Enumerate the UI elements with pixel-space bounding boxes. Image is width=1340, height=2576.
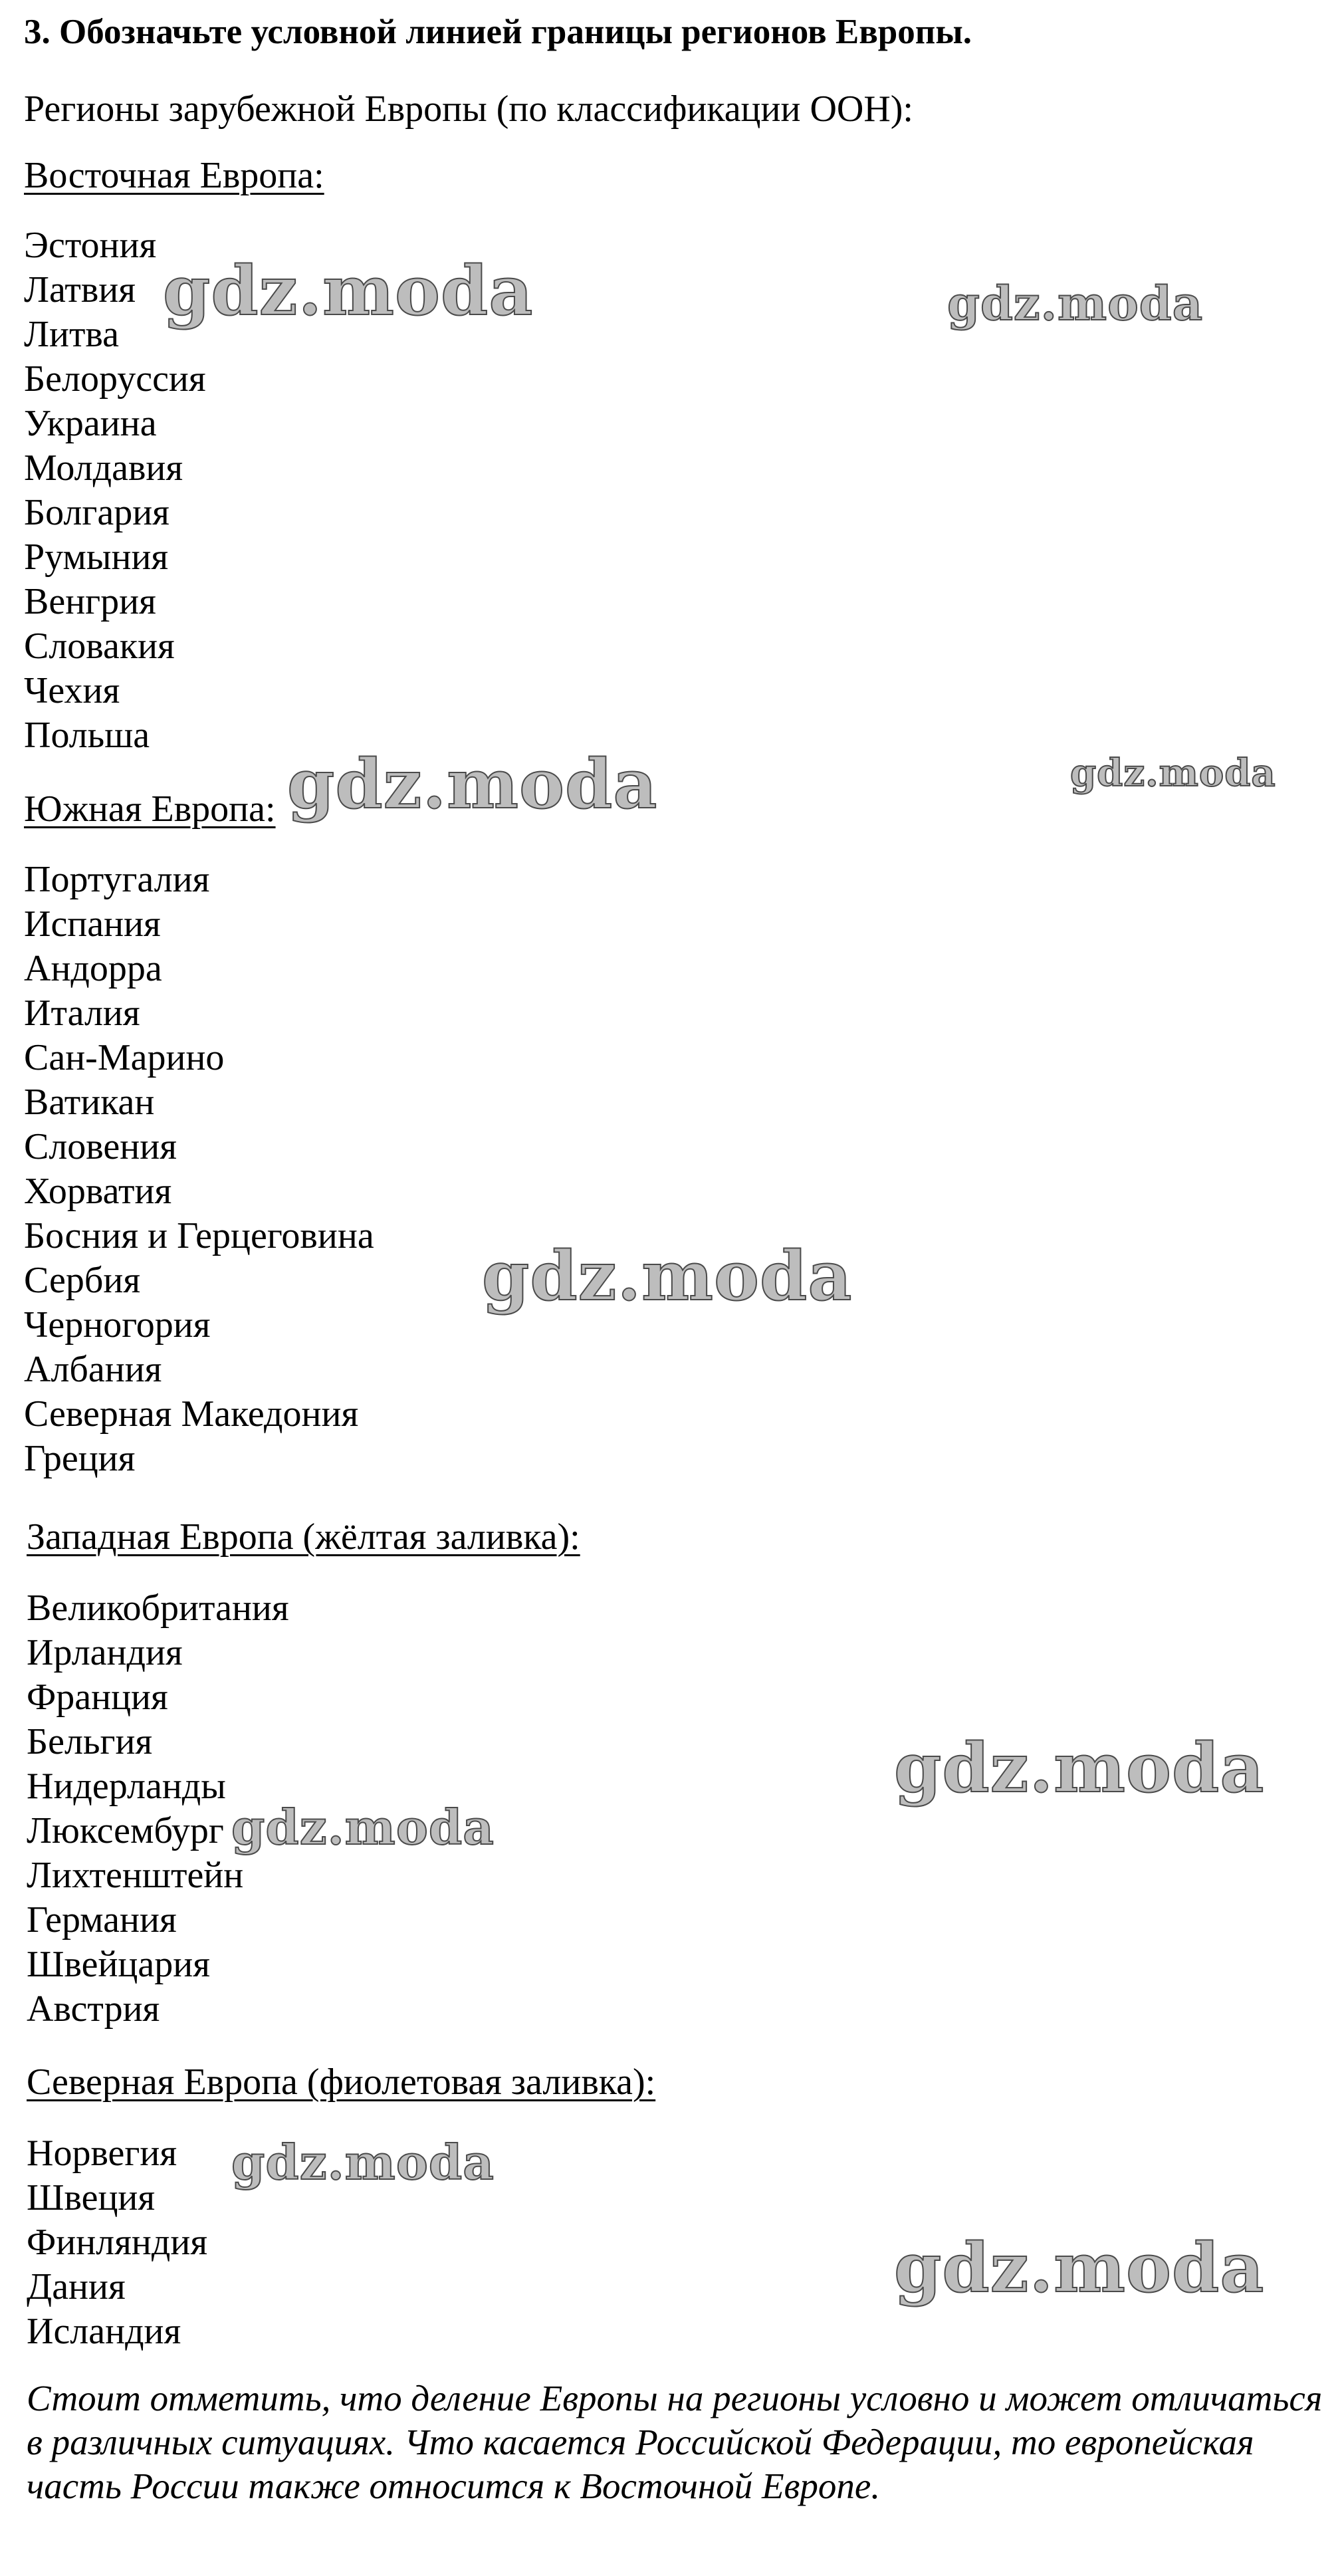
list-item: Украина — [24, 403, 157, 444]
watermark: gdz.moda — [287, 745, 658, 824]
list-item: Ватикан — [24, 1082, 155, 1123]
list-item: Босния и Герцеговина — [24, 1215, 374, 1256]
list-item: Ирландия — [27, 1632, 183, 1673]
list-item: Лихтенштейн — [27, 1855, 244, 1896]
list-item: Черногория — [24, 1304, 211, 1346]
watermark: gdz.moda — [231, 2134, 495, 2190]
section-heading-southern-europe: Южная Европа: — [24, 788, 276, 830]
list-item: Италия — [24, 993, 140, 1034]
section-heading-eastern-europe: Восточная Европа: — [24, 155, 324, 196]
watermark: gdz.moda — [163, 251, 534, 331]
list-item: Франция — [27, 1677, 168, 1718]
list-item: Северная Македония — [24, 1393, 359, 1435]
section-heading-northern-europe: Северная Европа (фиолетовая заливка): — [27, 2061, 656, 2103]
country-list-northern-europe — [27, 2131, 207, 2354]
list-item: Хорватия — [24, 1171, 172, 1212]
list-item: Польша — [24, 715, 150, 756]
section-heading-western-europe: Западная Европа (жёлтая заливка): — [27, 1516, 580, 1558]
list-item: Швеция — [27, 2177, 156, 2218]
list-item: Великобритания — [27, 1587, 289, 1629]
list-item: Нидерланды — [27, 1766, 226, 1807]
list-item: Литва — [24, 314, 119, 355]
list-item: Латвия — [24, 269, 136, 310]
watermark: gdz.moda — [947, 276, 1204, 331]
list-item: Бельгия — [27, 1721, 153, 1762]
list-item: Швейцария — [27, 1944, 210, 1985]
watermark: gdz.moda — [482, 1236, 853, 1316]
list-item: Молдавия — [24, 447, 183, 489]
list-item: Белоруссия — [24, 358, 206, 400]
list-item: Словакия — [24, 626, 175, 667]
list-item: Финляндия — [27, 2222, 208, 2263]
list-item: Словения — [24, 1126, 177, 1167]
list-item: Албания — [24, 1349, 162, 1390]
watermark: gdz.moda — [894, 2228, 1265, 2308]
task-title: 3. Обозначьте условной линией границы регионов Европы. — [24, 13, 972, 51]
list-item: Болгария — [24, 492, 169, 533]
list-item: Дания — [27, 2266, 126, 2307]
intro-text: Регионы зарубежной Европы (по классификации ООН): — [24, 88, 913, 130]
watermark: gdz.moda — [1070, 751, 1276, 795]
list-item: Сербия — [24, 1260, 141, 1301]
list-item: Чехия — [24, 670, 120, 711]
watermark: gdz.moda — [231, 1799, 495, 1855]
country-list-southern-europe — [24, 858, 374, 1481]
list-item: Норвегия — [27, 2133, 177, 2174]
list-item: Люксембург — [27, 1810, 224, 1851]
watermark: gdz.moda — [894, 1728, 1265, 1808]
list-item: Эстония — [24, 225, 157, 266]
list-item: Венгрия — [24, 581, 156, 622]
list-item: Андорра — [24, 948, 162, 989]
list-item: Португалия — [24, 859, 210, 900]
closing-note: Стоит отметить, что деление Европы на регионы условно и может отличаться в различных ситуациях. Что касается Российской Федерации, то европейская часть России также относится к Восточной Европе. — [27, 2378, 1323, 2506]
list-item: Испания — [24, 903, 161, 945]
list-item: Исландия — [27, 2311, 181, 2352]
list-item: Сан-Марино — [24, 1037, 225, 1078]
list-item: Германия — [27, 1899, 177, 1940]
list-item: Австрия — [27, 1988, 160, 2030]
list-item: Румыния — [24, 536, 169, 578]
list-item: Греция — [24, 1438, 136, 1479]
